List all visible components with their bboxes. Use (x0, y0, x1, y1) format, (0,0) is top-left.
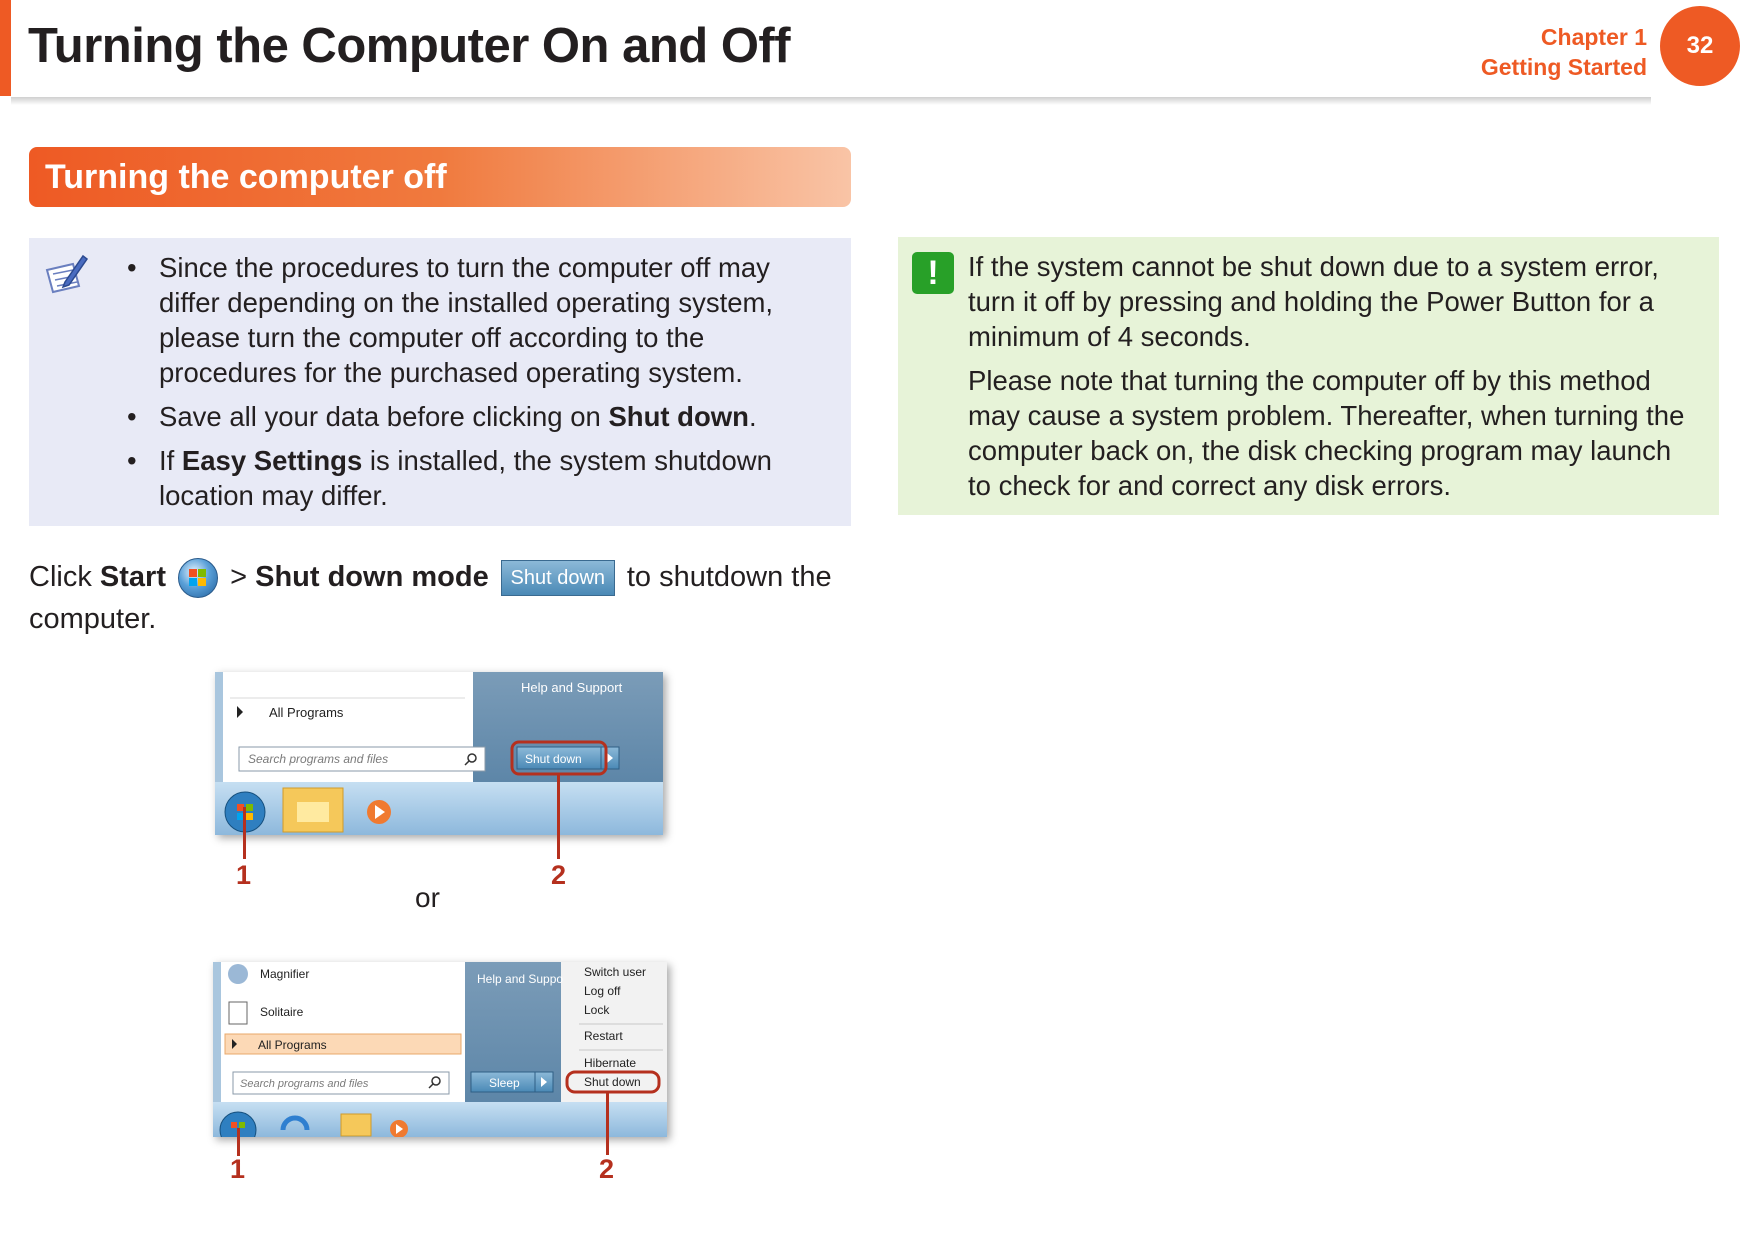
note-item-text: is installed, the system shutdown location may differ. (159, 445, 772, 511)
menu-log-off: Log off (584, 984, 621, 998)
section-title: Turning the computer off (45, 158, 447, 196)
note-item-text: Since the procedures to turn the computer off may differ depending on the installed operating system, please turn the computer off according to the procedures for the purchased operating system. (159, 252, 774, 388)
or-label: or (415, 882, 440, 913)
menu-switch-user: Switch user (584, 965, 647, 979)
shutdown-button-image: Shut down (501, 560, 615, 596)
caution-paragraph: If the system cannot be shut down due to a system error, turn it off by pressing and holding the Power Button for a minimum of 4 seconds. (968, 251, 1659, 352)
note-item-text: Save all your data before clicking on (159, 401, 609, 432)
caution-box (898, 237, 1719, 515)
windows-start-icon (178, 558, 218, 598)
instruction-text (29, 556, 859, 640)
callout-number-1: 1 (230, 1154, 246, 1184)
all-programs-label: All Programs (269, 705, 344, 720)
magnifier-icon (228, 964, 248, 984)
search-placeholder: Search programs and files (240, 1078, 369, 1090)
menu-lock: Lock (584, 1003, 610, 1017)
section-heading-bar (29, 147, 851, 207)
note-pencil-icon (43, 252, 89, 298)
magnifier-label: Magnifier (260, 967, 310, 981)
sleep-label: Sleep (489, 1076, 520, 1090)
chapter-number: Chapter 1 (1540, 24, 1647, 50)
note-item: • Save all your data before clicking on Shut down. (127, 401, 757, 432)
instruction-click: Click (29, 561, 92, 593)
menu-restart: Restart (584, 1029, 623, 1043)
callout-line-2 (557, 774, 560, 859)
note-item: • If Easy Settings is installed, the system shutdown location may differ. (127, 445, 772, 511)
instruction-mode: Shut down mode (255, 561, 489, 593)
folder-icon (341, 1114, 371, 1136)
callout-line-2 (606, 1092, 609, 1155)
start-menu-screenshot-2 (213, 962, 667, 1137)
all-programs-label: All Programs (258, 1038, 327, 1052)
note-item-text: If (159, 445, 182, 476)
help-support-label: Help and Suppo (477, 972, 564, 986)
solitaire-label: Solitaire (260, 1005, 304, 1019)
note-box (29, 238, 851, 526)
menu-shutdown: Shut down (584, 1075, 641, 1089)
start-menu-screenshot-1 (215, 672, 663, 835)
page-number-badge: 32 (1660, 6, 1740, 86)
instruction-start: Start (99, 561, 166, 593)
chapter-name: Getting Started (1480, 54, 1647, 80)
header-divider (11, 97, 1651, 105)
menu-hibernate: Hibernate (584, 1056, 637, 1070)
header-accent-bar (0, 0, 11, 96)
callout-number-2: 2 (599, 1154, 615, 1184)
instruction-suffix: to shutdown the computer. (29, 561, 832, 636)
note-list (99, 250, 837, 522)
note-item-bold: Easy Settings (181, 445, 363, 476)
caution-exclamation-icon: ! (912, 252, 954, 294)
search-placeholder: Search programs and files (248, 752, 389, 766)
solitaire-icon (229, 1002, 247, 1024)
callout-number-1: 1 (236, 860, 252, 890)
chapter-label (1481, 22, 1647, 82)
note-item-bold: Shut down (608, 401, 749, 432)
callout-line-1 (237, 1128, 240, 1156)
help-support-label: Help and Support (521, 680, 623, 695)
callout-line-1 (243, 807, 246, 859)
note-item: • Since the procedures to turn the computer off may differ depending on the installed operating system, please turn the computer off according to the procedures for the purchased operating system. (127, 252, 774, 388)
caution-paragraph: Please note that turning the computer off by this method may cause a system problem. Thereafter, when turning the computer back on, the disk checking program may launch to check for and correct any disk errors. (968, 365, 1685, 501)
shutdown-label: Shut down (525, 752, 582, 766)
instruction-separator: > (230, 561, 248, 593)
note-item-text: . (748, 401, 757, 432)
caution-text (968, 249, 1698, 512)
callout-number-2: 2 (551, 860, 567, 890)
page-title: Turning the Computer On and Off (28, 19, 791, 73)
